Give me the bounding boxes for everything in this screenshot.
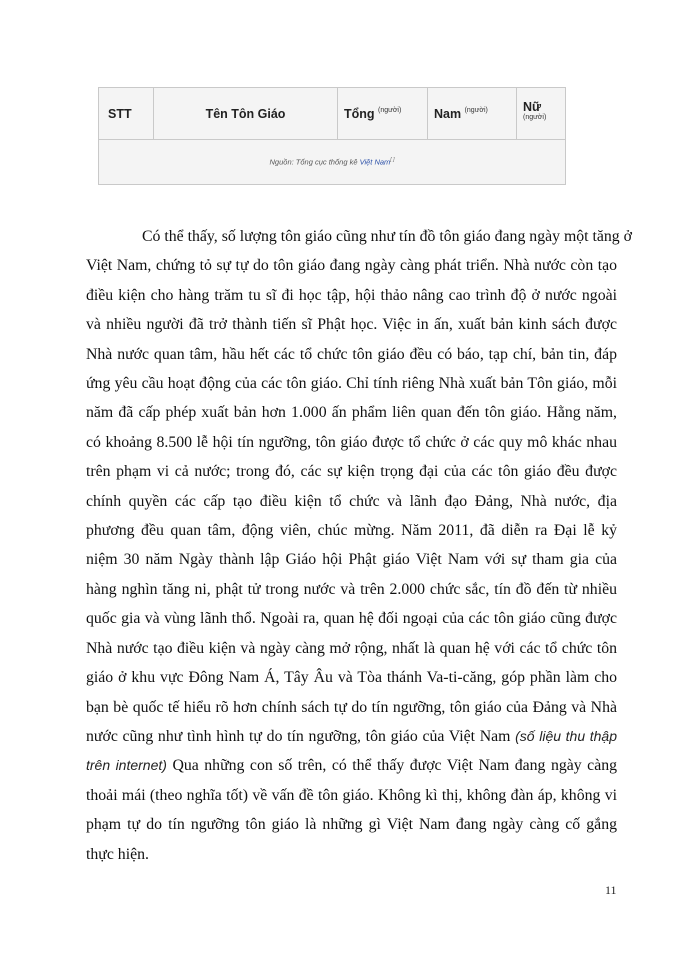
unit-label: (người) — [378, 106, 402, 114]
paragraph-line-with-citation — [86, 722, 617, 751]
paragraph-line: Nhà nước tạo điều kiện và ngày càng mở rộng, nhất là quan hệ với các tổ chức tôn — [86, 639, 617, 657]
unit-label: (người) — [464, 106, 488, 114]
paragraph-line: có khoảng 8.500 lễ hội tín ngưỡng, tôn giáo được tổ chức ở các quy mô khác nhau — [86, 433, 617, 451]
religion-table — [98, 87, 566, 185]
paragraph-line: Nhà nước quan tâm, hầu hết các tổ chức tôn giáo đều có báo, tạp chí, bản tin, đáp — [86, 345, 617, 363]
source-prefix: Nguồn: Tổng cục thống kê — [269, 157, 360, 167]
source-note — [99, 140, 566, 185]
citation-italic: trên internet) — [86, 757, 167, 774]
source-ref[interactable]: [ ] — [390, 157, 395, 164]
paragraph-line-text: nước cũng như tình hình tự do tín ngưỡng, tôn giáo của Việt Nam — [86, 727, 511, 745]
paragraph-line-text: Qua những con số trên, có thể thấy được Việt Nam đang ngày càng — [166, 757, 617, 775]
paragraph-line: bạn bè quốc tế hiểu rõ hơn chính sách tự do tín ngưỡng, tôn giáo của Đảng và Nhà — [86, 698, 617, 716]
header-male: Nam $^{(người)}$ — [428, 88, 517, 140]
paragraph-line: thực hiện. — [86, 845, 149, 863]
header-total: Tổng $^{(người)}$ — [338, 88, 428, 140]
paragraph-line: và nhiều người đã trở thành tiến sĩ Phật học. Việc in ấn, xuất bản kinh sách được — [86, 316, 617, 334]
paragraph-line: niệm 30 năm Ngày thành lập Giáo hội Phật giáo Việt Nam với sự tham gia của — [86, 551, 617, 569]
paragraph-line: Việt Nam, chứng tỏ sự tự do tôn giáo đang ngày càng phát triển. Nhà nước còn tạo — [86, 257, 617, 275]
paragraph-line: phương đều quan tâm, động viên, chúc mừng. Năm 2011, đã diễn ra Đại lễ kỷ — [86, 522, 617, 540]
paragraph-line: trên phạm vi cả nước; trong đó, các sự kiện trọng đại của các tôn giáo đều được — [86, 463, 617, 481]
paragraph-line: điều kiện cho hàng trăm tu sĩ đi học tập, hội thảo nâng cao trình độ ở nước ngoài — [86, 286, 617, 304]
table-header-row — [99, 88, 566, 140]
paragraph-line: thoải mái (theo nghĩa tốt) về vấn đề tôn giáo. Không kì thị, không đàn áp, không vi — [86, 786, 617, 804]
header-female: Nữ $^{(người)}$ — [517, 88, 566, 140]
table-source-row — [99, 140, 566, 185]
paragraph-line: hàng nghìn tăng ni, phật tử trong nước và trên 2.000 chức sắc, tín đồ đến từ nhiều — [86, 580, 617, 598]
source-link[interactable]: Việt Nam — [359, 157, 391, 167]
citation-italic: (số liệu thu thập — [515, 727, 617, 744]
paragraph-line: quốc gia và vùng lãnh thổ. Ngoài ra, quan hệ đối ngoại của các tôn giáo cũng được — [86, 610, 617, 628]
header-religion-name: Tên Tôn Giáo — [154, 88, 338, 140]
paragraph-line: phạm tự do tín ngưỡng tôn giáo là những gì Việt Nam đang ngày càng cố gắng — [86, 816, 617, 834]
paragraph-line-with-citation — [86, 751, 617, 780]
paragraph-line: năm đã cấp phép xuất bản hơn 1.000 ấn phẩm liên quan đến tôn giáo. Hằng năm, — [86, 404, 617, 422]
header-stt: STT — [99, 88, 154, 140]
body-paragraph — [86, 222, 632, 869]
paragraph-line: Có thể thấy, số lượng tôn giáo cũng như tín đồ tôn giáo đang ngày một tăng ở — [142, 228, 632, 245]
unit-label: (người) — [523, 113, 547, 121]
paragraph-line: chính quyền các cấp tạo điều kiện tổ chức và lãnh đạo Đảng, Nhà nước, địa — [86, 492, 617, 510]
page-number: 11 — [605, 883, 617, 897]
paragraph-line: giáo ở khu vực Đông Nam Á, Tây Âu và Tòa thánh Va-ti-căng, góp phần làm cho — [86, 669, 617, 687]
paragraph-line: ứng yêu cầu hoạt động của các tôn giáo. Chỉ tính riêng Nhà xuất bản Tôn giáo, mỗi — [86, 375, 617, 393]
